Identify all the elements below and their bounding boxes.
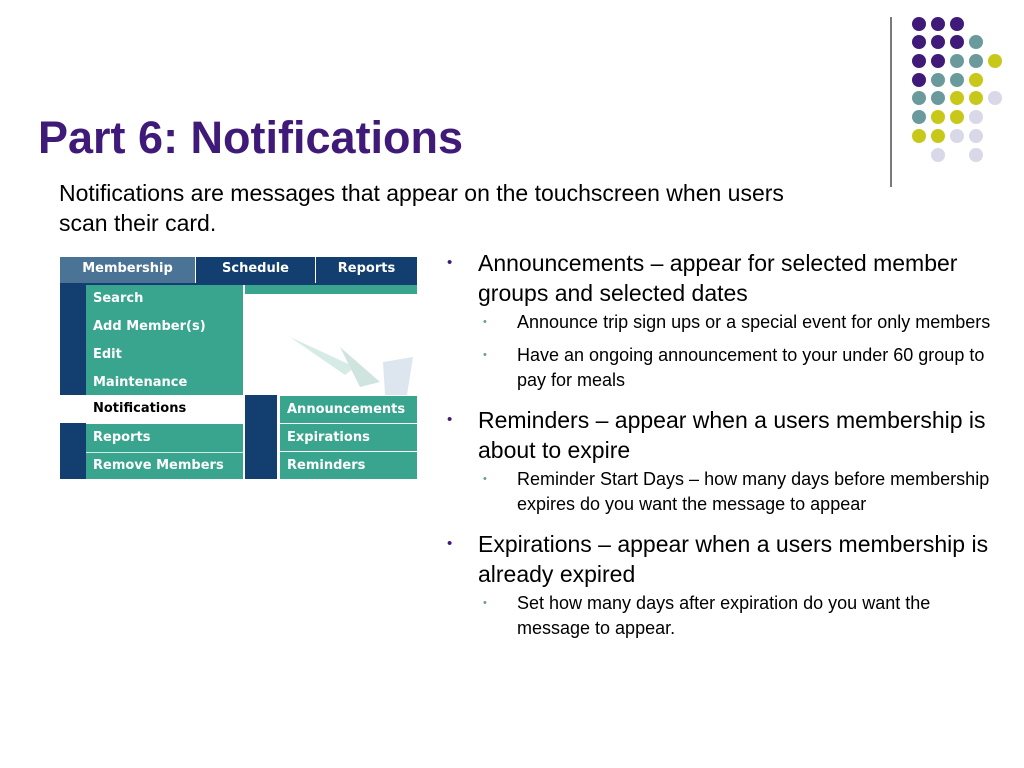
dot xyxy=(969,148,983,162)
dot xyxy=(969,110,983,124)
flyout-left-bar xyxy=(245,395,277,479)
menu-screenshot xyxy=(60,257,417,479)
dot xyxy=(931,148,945,162)
flyout-item-expirations[interactable]: Expirations xyxy=(280,424,417,451)
submenu-left-bar xyxy=(60,285,86,479)
dot xyxy=(931,54,945,68)
dot xyxy=(912,35,926,49)
dot xyxy=(931,129,945,143)
bullet-list xyxy=(447,248,992,653)
dot xyxy=(988,91,1002,105)
dot xyxy=(988,54,1002,68)
flyout-item-reminders[interactable]: Reminders xyxy=(280,452,417,479)
divider-line xyxy=(890,17,892,187)
dot xyxy=(912,54,926,68)
dot xyxy=(931,17,945,31)
dot xyxy=(912,91,926,105)
submenu-item-edit[interactable]: Edit xyxy=(86,341,243,369)
bullet-group-reminders xyxy=(447,405,992,517)
dot xyxy=(931,110,945,124)
tab-schedule[interactable]: Schedule xyxy=(195,257,315,283)
dot xyxy=(969,73,983,87)
dot xyxy=(931,35,945,49)
dot xyxy=(950,35,964,49)
dot xyxy=(969,35,983,49)
bullet-reminders: • Reminders – appear when a users membership is about to expire xyxy=(447,405,992,465)
bullet-expirations: • Expirations – appear when a users membership is already expired xyxy=(447,529,992,589)
sub-bullet: • Announce trip sign ups or a special event for only members xyxy=(447,310,992,335)
submenu-item-reports[interactable]: Reports xyxy=(86,424,243,452)
dot xyxy=(931,91,945,105)
dot xyxy=(969,91,983,105)
dot xyxy=(950,91,964,105)
submenu-item-search[interactable]: Search xyxy=(86,285,243,313)
dot xyxy=(969,129,983,143)
tab-reports[interactable]: Reports xyxy=(315,257,417,283)
intro-text: Notifications are messages that appear on the touchscreen when users scan their card. xyxy=(59,180,784,236)
content-top-strip xyxy=(245,285,417,294)
dot xyxy=(912,73,926,87)
logo-watermark xyxy=(285,327,417,397)
submenu-item-add-members[interactable]: Add Member(s) xyxy=(86,313,243,341)
menu-tab-bar xyxy=(60,257,417,283)
submenu-item-notifications[interactable]: Notifications xyxy=(60,395,243,423)
sub-bullet: • Set how many days after expiration do you want the message to appear. xyxy=(447,591,992,641)
dot xyxy=(950,129,964,143)
slide-title: Part 6: Notifications xyxy=(38,112,464,163)
dot xyxy=(950,54,964,68)
sub-bullet: • Have an ongoing announcement to your under 60 group to pay for meals xyxy=(447,343,992,393)
dot xyxy=(912,129,926,143)
dot xyxy=(950,73,964,87)
tab-membership[interactable]: Membership xyxy=(60,257,195,283)
dot xyxy=(931,73,945,87)
submenu-item-maintenance[interactable]: Maintenance xyxy=(86,369,243,397)
bullet-announcements: • Announcements – appear for selected member groups and selected dates xyxy=(447,248,992,308)
dot xyxy=(912,110,926,124)
bullet-group-announcements xyxy=(447,248,992,393)
dot xyxy=(969,54,983,68)
submenu-item-remove-members[interactable]: Remove Members xyxy=(86,453,243,479)
dot xyxy=(912,17,926,31)
bullet-group-expirations xyxy=(447,529,992,641)
flyout-item-announcements[interactable]: Announcements xyxy=(280,396,417,423)
sub-bullet: • Reminder Start Days – how many days before membership expires do you want the message to appear xyxy=(447,467,992,517)
dot xyxy=(950,17,964,31)
dot xyxy=(950,110,964,124)
